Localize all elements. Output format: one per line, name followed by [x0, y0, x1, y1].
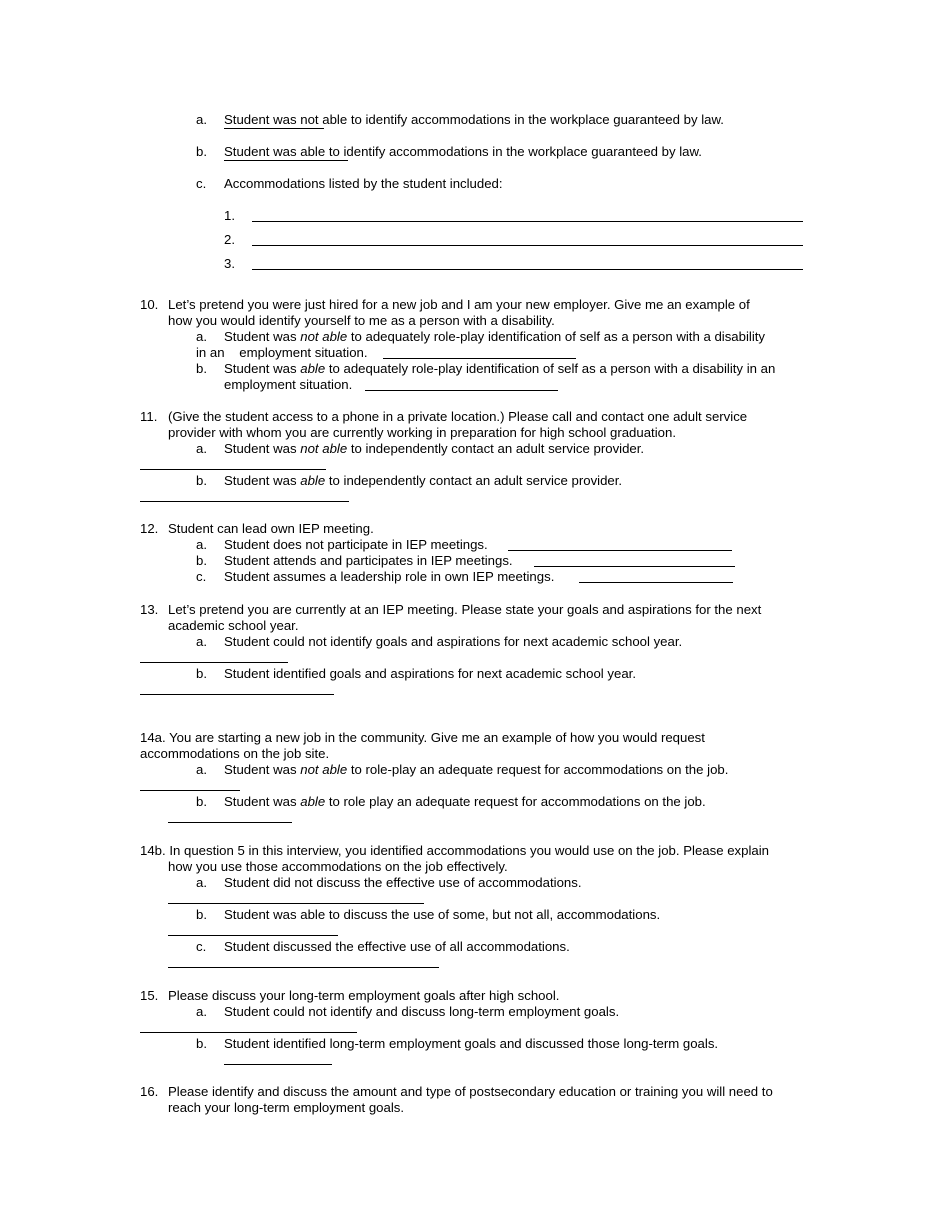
q10-prompt-line2: how you would identify yourself to me as a person with a disability. — [168, 313, 555, 328]
q14b-c-marker: c. — [196, 939, 207, 954]
q9-a-marker: a. — [196, 112, 207, 127]
q10-a-marker: a. — [196, 329, 207, 344]
q14b-c-text: Student discussed the effective use of all accommodations. — [224, 939, 570, 954]
q12-b-marker: b. — [196, 553, 207, 568]
q14b-b-marker: b. — [196, 907, 207, 922]
q9-list-number: 1. — [224, 208, 235, 223]
q14b-prompt-line1: 14b. In question 5 in this interview, you identified accommodations you would use on the job. Please explain — [140, 843, 769, 858]
q14b-prompt-line2: how you use those accommodations on the job effectively. — [168, 859, 508, 874]
q11-b-text: Student was able to independently contact an adult service provider. — [224, 473, 623, 488]
q12-b-answer-line[interactable] — [534, 566, 735, 567]
q14a-b-marker: b. — [196, 794, 207, 809]
q13-b-text: Student identified goals and aspirations for next academic school year. — [224, 666, 636, 681]
q13-b-answer-line[interactable] — [140, 694, 334, 695]
q9-list-number: 3. — [224, 256, 235, 271]
q9-b-answer-line[interactable] — [224, 160, 348, 161]
q9-a-answer-line[interactable] — [224, 128, 324, 129]
q11-b-marker: b. — [196, 473, 207, 488]
q14b-b-answer-line[interactable] — [168, 935, 338, 936]
q14b-a-text: Student did not discuss the effective use of accommodations. — [224, 875, 582, 890]
q16-prompt-line1: Please identify and discuss the amount and type of postsecondary education or training you will need to — [168, 1084, 773, 1099]
q12-a-text: Student does not participate in IEP meetings. — [224, 537, 488, 552]
q15-a-answer-line[interactable] — [140, 1032, 357, 1033]
q9-list-line[interactable] — [252, 269, 803, 270]
q14a-a-marker: a. — [196, 762, 207, 777]
q11-b-answer-line[interactable] — [140, 501, 349, 502]
q16-prompt-line2: reach your long-term employment goals. — [168, 1100, 405, 1115]
q9-c-marker: c. — [196, 176, 207, 191]
q10-a-answer-line[interactable] — [383, 358, 576, 359]
q14a-prompt-line2: accommodations on the job site. — [140, 746, 330, 761]
q9-list-line[interactable] — [252, 221, 803, 222]
q15-number: 15. — [140, 988, 159, 1003]
q13-number: 13. — [140, 602, 159, 617]
q11-prompt-line1: (Give the student access to a phone in a private location.) Please call and contact one adult service — [168, 409, 748, 424]
q9-list-line[interactable] — [252, 245, 803, 246]
q15-b-answer-line[interactable] — [224, 1064, 332, 1065]
q9-a-text: Student was not able to identify accommodations in the workplace guaranteed by law. — [224, 112, 724, 127]
q14a-b-text: Student was able to role play an adequate request for accommodations on the job. — [224, 794, 706, 809]
q14a-a-text: Student was not able to role-play an adequate request for accommodations on the job. — [224, 762, 729, 777]
q9-b-marker: b. — [196, 144, 207, 159]
q11-a-answer-line[interactable] — [140, 469, 326, 470]
q14a-prompt-line1: 14a. You are starting a new job in the community. Give me an example of how you would request — [140, 730, 705, 745]
q10-b-text: Student was able to adequately role-play identification of self as a person with a disability in an — [224, 361, 776, 376]
q10-a-text: Student was not able to adequately role-play identification of self as a person with a disability — [224, 329, 766, 344]
q10-number: 10. — [140, 297, 159, 312]
q11-prompt-line2: provider with whom you are currently working in preparation for high school graduation. — [168, 425, 676, 440]
q12-c-answer-line[interactable] — [579, 582, 733, 583]
q12-c-marker: c. — [196, 569, 207, 584]
q13-prompt-line2: academic school year. — [168, 618, 299, 633]
q10-b-text-cont: employment situation. — [224, 377, 353, 392]
q14b-a-answer-line[interactable] — [168, 903, 424, 904]
q10-b-marker: b. — [196, 361, 207, 376]
q9-b-text: Student was able to identify accommodations in the workplace guaranteed by law. — [224, 144, 702, 159]
q14a-b-answer-line[interactable] — [168, 822, 292, 823]
q15-a-marker: a. — [196, 1004, 207, 1019]
q15-a-text: Student could not identify and discuss long-term employment goals. — [224, 1004, 620, 1019]
q15-b-text: Student identified long-term employment goals and discussed those long-term goals. — [224, 1036, 719, 1051]
q15-prompt: Please discuss your long-term employment goals after high school. — [168, 988, 560, 1003]
q9-list-number: 2. — [224, 232, 235, 247]
q10-a-text-cont: in an employment situation. — [196, 345, 368, 360]
q11-number: 11. — [140, 409, 158, 424]
q12-b-text: Student attends and participates in IEP meetings. — [224, 553, 513, 568]
q13-b-marker: b. — [196, 666, 207, 681]
q11-a-marker: a. — [196, 441, 207, 456]
q11-a-text: Student was not able to independently contact an adult service provider. — [224, 441, 645, 456]
q14b-a-marker: a. — [196, 875, 207, 890]
q13-a-answer-line[interactable] — [140, 662, 288, 663]
q12-c-text: Student assumes a leadership role in own IEP meetings. — [224, 569, 555, 584]
q10-prompt-line1: Let’s pretend you were just hired for a new job and I am your new employer. Give me an example of — [168, 297, 750, 312]
q14b-b-text: Student was able to discuss the use of some, but not all, accommodations. — [224, 907, 661, 922]
q12-a-answer-line[interactable] — [508, 550, 732, 551]
q12-number: 12. — [140, 521, 159, 536]
q14b-c-answer-line[interactable] — [168, 967, 439, 968]
q10-b-answer-line[interactable] — [365, 390, 558, 391]
q13-prompt-line1: Let’s pretend you are currently at an IEP meeting. Please state your goals and aspirations for the next — [168, 602, 762, 617]
q16-number: 16. — [140, 1084, 159, 1099]
q13-a-marker: a. — [196, 634, 207, 649]
q12-a-marker: a. — [196, 537, 207, 552]
q14a-a-answer-line[interactable] — [140, 790, 240, 791]
q13-a-text: Student could not identify goals and aspirations for next academic school year. — [224, 634, 683, 649]
q9-c-text: Accommodations listed by the student included: — [224, 176, 503, 191]
q12-prompt: Student can lead own IEP meeting. — [168, 521, 374, 536]
q15-b-marker: b. — [196, 1036, 207, 1051]
